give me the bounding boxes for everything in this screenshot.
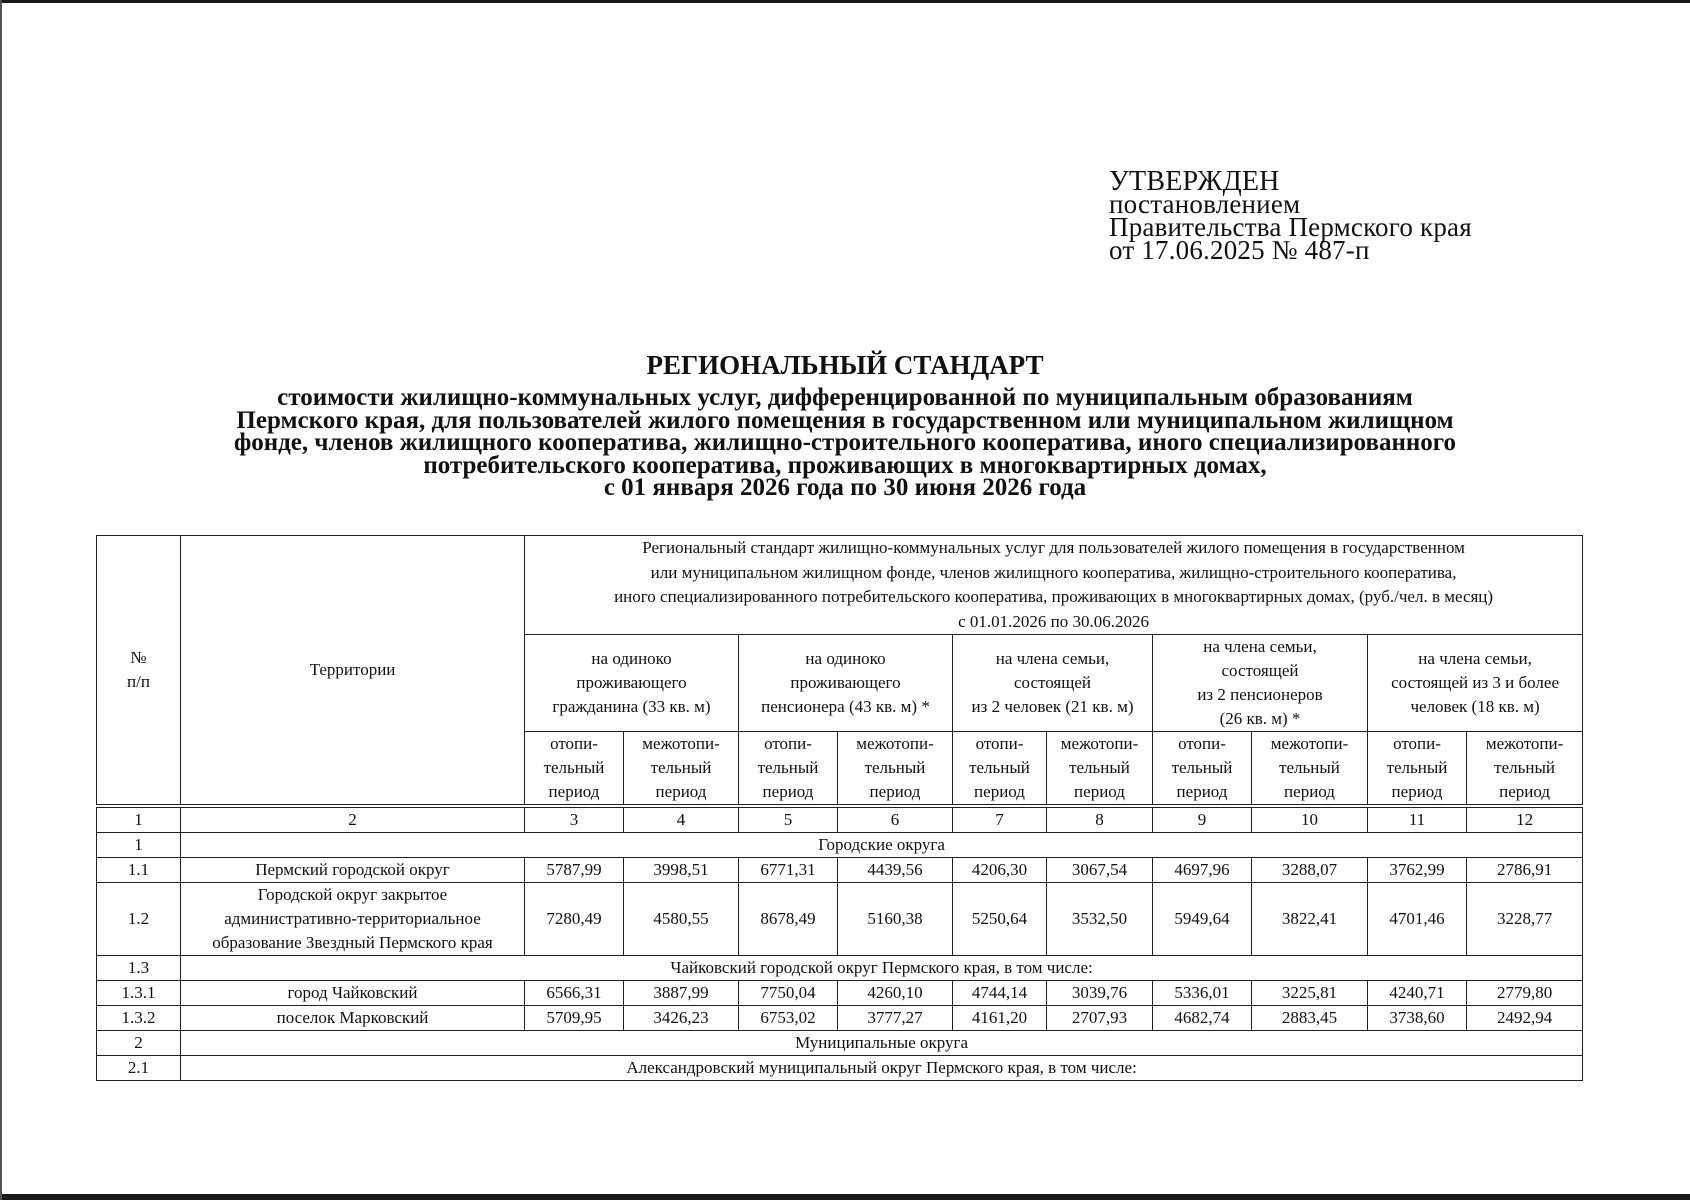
column-number: 8 (1047, 806, 1153, 833)
header-interheating-period: межотопи- тельный период (1467, 732, 1583, 807)
cost-value: 3777,27 (838, 1006, 953, 1031)
section-title: Чайковский городской округ Пермского края, в том числе: (181, 956, 1583, 981)
row-number: 1 (97, 833, 181, 858)
cost-value: 2883,45 (1252, 1006, 1368, 1031)
column-number: 5 (739, 806, 838, 833)
row-number: 1.2 (97, 883, 181, 956)
section-title: Муниципальные округа (181, 1031, 1583, 1056)
cost-value: 7750,04 (739, 981, 838, 1006)
approval-line-3: от 17.06.2025 № 487-п (1109, 235, 1370, 265)
cost-value: 3225,81 (1252, 981, 1368, 1006)
header-main: Региональный стандарт жилищно-коммунальных услуг для пользователей жилого помещения в государственном или муниципальном жилищном фонде, членов жилищного кооператива, жилищно-строительного кооператива, иного специализированного потребительского кооператива, проживающих в многоквартирных домах, (руб./чел. в месяц) с 01.01.2026 по 30.06.2026 (525, 536, 1583, 635)
subtitle-line: стоимости жилищно-коммунальных услуг, дифференцированной по муниципальным образованиям (277, 384, 1413, 411)
cost-value: 2707,93 (1047, 1006, 1153, 1031)
table-row (97, 833, 1583, 858)
header-group: на члена семьи, состоящей из 3 и более человек (18 кв. м) (1368, 635, 1583, 732)
cost-value: 5949,64 (1153, 883, 1252, 956)
cost-value: 5787,99 (525, 858, 624, 883)
cost-value: 6771,31 (739, 858, 838, 883)
table-row (97, 858, 1583, 883)
row-number: 2.1 (97, 1056, 181, 1081)
cost-value: 4697,96 (1153, 858, 1252, 883)
header-group: на одиноко проживающего пенсионера (43 кв. м) * (739, 635, 953, 732)
header-heating-period: отопи- тельный период (525, 732, 624, 807)
scan-left-edge (0, 0, 2, 1200)
column-number: 7 (953, 806, 1047, 833)
territory-name: поселок Марковский (181, 1006, 525, 1031)
cost-value: 4161,20 (953, 1006, 1047, 1031)
cost-value: 4580,55 (624, 883, 739, 956)
column-number: 2 (181, 806, 525, 833)
approval-block (1109, 166, 1472, 265)
cost-value: 4240,71 (1368, 981, 1467, 1006)
cost-value: 3039,76 (1047, 981, 1153, 1006)
cost-value: 5336,01 (1153, 981, 1252, 1006)
row-number: 1.3.2 (97, 1006, 181, 1031)
cost-value: 3998,51 (624, 858, 739, 883)
row-number: 1.3.1 (97, 981, 181, 1006)
column-number: 9 (1153, 806, 1252, 833)
cost-value: 4260,10 (838, 981, 953, 1006)
table-row (97, 883, 1583, 956)
header-heating-period: отопи- тельный период (1153, 732, 1252, 807)
cost-value: 3067,54 (1047, 858, 1153, 883)
scan-top-edge (0, 0, 1690, 3)
scan-bottom-edge (0, 1194, 1690, 1200)
header-num: № п/п (97, 536, 181, 807)
document-subtitle (120, 384, 1570, 501)
cost-value: 3738,60 (1368, 1006, 1467, 1031)
cost-value: 8678,49 (739, 883, 838, 956)
document-title: РЕГИОНАЛЬНЫЙ СТАНДАРТ (646, 350, 1044, 380)
subtitle-line: Пермского края, для пользователей жилого помещения в государственном или муниципальном жилищном (236, 406, 1454, 434)
cost-value: 5709,95 (525, 1006, 624, 1031)
header-interheating-period: межотопи- тельный период (1047, 732, 1153, 807)
cost-value: 4439,56 (838, 858, 953, 883)
row-number: 1.1 (97, 858, 181, 883)
row-number: 2 (97, 1031, 181, 1056)
cost-value: 4744,14 (953, 981, 1047, 1006)
header-group: на члена семьи, состоящей из 2 пенсионеров (26 кв. м) * (1153, 635, 1368, 732)
cost-value: 2492,94 (1467, 1006, 1583, 1031)
subtitle-line: потребительского кооператива, проживающих в многоквартирных домах, (423, 451, 1267, 479)
header-heating-period: отопи- тельный период (953, 732, 1047, 807)
header-group: на члена семьи, состоящей из 2 человек (21 кв. м) (953, 635, 1153, 732)
section-title: Городские округа (181, 833, 1583, 858)
table-row (97, 956, 1583, 981)
header-interheating-period: межотопи- тельный период (1252, 732, 1368, 807)
cost-value: 4701,46 (1368, 883, 1467, 956)
column-number: 10 (1252, 806, 1368, 833)
row-number: 1.3 (97, 956, 181, 981)
subtitle-line: фонде, членов жилищного кооператива, жилищно-строительного кооператива, иного специализированного (233, 429, 1457, 456)
territory-name: город Чайковский (181, 981, 525, 1006)
column-number: 11 (1368, 806, 1467, 833)
column-number: 12 (1467, 806, 1583, 833)
column-number: 1 (97, 806, 181, 833)
section-title: Александровский муниципальный округ Пермского края, в том числе: (181, 1056, 1583, 1081)
header-heating-period: отопи- тельный период (1368, 732, 1467, 807)
cost-value: 6753,02 (739, 1006, 838, 1031)
column-number: 4 (624, 806, 739, 833)
cost-value: 5250,64 (953, 883, 1047, 956)
territory-name: Пермский городской округ (181, 858, 525, 883)
table-row (97, 1056, 1583, 1081)
cost-value: 6566,31 (525, 981, 624, 1006)
cost-value: 3288,07 (1252, 858, 1368, 883)
cost-value: 3228,77 (1467, 883, 1583, 956)
column-number: 3 (525, 806, 624, 833)
header-territory: Территории (181, 536, 525, 807)
approval-line-1: постановлением (1109, 189, 1301, 219)
cost-value: 2779,80 (1467, 981, 1583, 1006)
cost-value: 3762,99 (1368, 858, 1467, 883)
subtitle-line: с 01 января 2026 года по 30 июня 2026 года (603, 474, 1087, 501)
cost-value: 3887,99 (624, 981, 739, 1006)
cost-value: 4206,30 (953, 858, 1047, 883)
header-group: на одиноко проживающего гражданина (33 кв. м) (525, 635, 739, 732)
cost-value: 4682,74 (1153, 1006, 1252, 1031)
approval-heading: УТВЕРЖДЕН (1109, 166, 1280, 197)
table-row (97, 1006, 1583, 1031)
header-interheating-period: межотопи- тельный период (838, 732, 953, 807)
column-number: 6 (838, 806, 953, 833)
cost-value: 3426,23 (624, 1006, 739, 1031)
table-row (97, 1031, 1583, 1056)
cost-value: 7280,49 (525, 883, 624, 956)
cost-value: 3822,41 (1252, 883, 1368, 956)
cost-value: 5160,38 (838, 883, 953, 956)
territory-name: Городской округ закрытое административно-территориальное образование Звездный Пермского края (181, 883, 525, 956)
approval-line-2: Правительства Пермского края (1109, 212, 1472, 242)
header-heating-period: отопи- тельный период (739, 732, 838, 807)
cost-value: 3532,50 (1047, 883, 1153, 956)
header-interheating-period: межотопи- тельный период (624, 732, 739, 807)
cost-value: 2786,91 (1467, 858, 1583, 883)
standard-table (96, 535, 1583, 1081)
table-row (97, 981, 1583, 1006)
